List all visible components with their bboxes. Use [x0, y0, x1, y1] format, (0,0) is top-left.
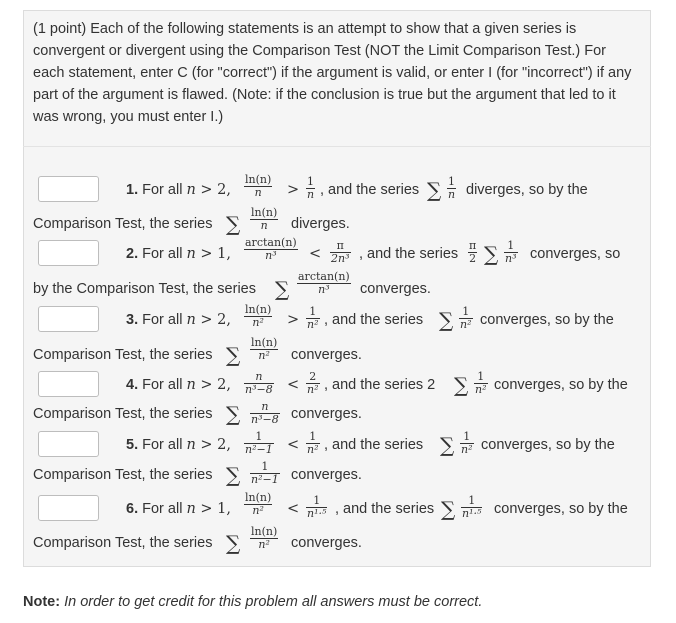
- sigma-icon: ∑: [275, 277, 290, 301]
- item-4-text: , and the series 2: [324, 377, 436, 393]
- item-6-text: , and the series: [335, 501, 435, 517]
- item-4-fraction-rhs: $\frac{2}{\text{n²}}$: [307, 370, 319, 396]
- sigma-icon: ∑: [440, 433, 455, 457]
- sigma-icon: ∑: [226, 531, 241, 555]
- item-1-end: diverges.: [291, 216, 350, 232]
- item-1-fraction-rhs: $\frac{1}{n}$: [307, 175, 315, 201]
- item-4-line2: Comparison Test, the series: [33, 406, 213, 422]
- item-6-relation: <: [287, 501, 300, 517]
- answer-input-4[interactable]: [38, 371, 99, 397]
- item-2-series-fraction-2: $\frac{\arctan(n)}{\text{n³}}$: [298, 270, 350, 296]
- item-3-fraction-rhs: $\frac{1}{\text{n²}}$: [307, 305, 319, 331]
- item-4-fraction-lhs: $\frac{n}{\text{n³−8}}$: [245, 370, 273, 396]
- item-6-end: converges.: [291, 535, 362, 551]
- sigma-icon: ∑: [427, 178, 442, 202]
- item-2-series-fraction: $\frac{1}{\text{n³}}$: [505, 239, 517, 265]
- item-5-fraction-rhs: $\frac{1}{\text{n²}}$: [307, 430, 319, 456]
- item-1-fraction-lhs: $\frac{\ln(n)}{n}$: [245, 173, 272, 199]
- sigma-icon: ∑: [226, 463, 241, 487]
- item-2-fraction-lhs: $\frac{\arctan(n)}{\text{n³}}$: [245, 236, 297, 262]
- item-2-fraction-rhs: $\frac{\pi}{\text{2n³}}$: [331, 239, 350, 265]
- item-4-condition: 4. For all n > 2,: [126, 377, 231, 393]
- item-1-text: , and the series: [320, 182, 420, 198]
- answer-input-3[interactable]: [38, 306, 99, 332]
- item-4-series-fraction-2: $\frac{n}{\text{n³−8}}$: [251, 400, 279, 426]
- item-3-fraction-lhs: $\frac{\ln(n)}{\text{n²}}$: [245, 303, 272, 329]
- item-3-end: converges.: [291, 347, 362, 363]
- item-5-tail: converges, so by the: [481, 437, 615, 453]
- sigma-icon: ∑: [439, 308, 454, 332]
- item-3-tail: converges, so by the: [480, 312, 614, 328]
- sigma-icon: ∑: [226, 212, 241, 236]
- item-5-end: converges.: [291, 467, 362, 483]
- item-4-tail: converges, so by the: [494, 377, 628, 393]
- item-1-relation: >: [287, 182, 300, 198]
- answer-input-2[interactable]: [38, 240, 99, 266]
- item-5-series-fraction: $\frac{1}{\text{n²}}$: [461, 430, 473, 456]
- item-2-relation: <: [309, 246, 322, 262]
- item-5-text: , and the series: [324, 437, 424, 453]
- item-6-fraction-lhs: $\frac{\ln(n)}{\text{n²}}$: [245, 491, 272, 517]
- item-5-fraction-lhs: $\frac{1}{\text{n²−1}}$: [245, 430, 273, 456]
- answer-input-1[interactable]: [38, 176, 99, 202]
- item-6-series-fraction-2: $\frac{\ln(n)}{\text{n²}}$: [251, 525, 278, 551]
- item-6-tail: converges, so by the: [494, 501, 628, 517]
- item-1-series-fraction-2: $\frac{\ln(n)}{n}$: [251, 206, 278, 232]
- item-2-end: converges.: [360, 281, 431, 297]
- problem-intro: (1 point) Each of the following statements is an attempt to show that a given series is convergent or divergent using the Comparison Test (NOT the Limit Comparison Test.) For each statement, enter C (for "correct") if the argument is valid, or enter I (for "incorrect") if any part of the argument is flawed. (Note: if the conclusion is true but the argument that led to it was wrong, you must enter I.): [33, 21, 632, 125]
- item-3-condition: 3. For all n > 2,: [126, 312, 231, 328]
- note-label: Note:: [23, 594, 61, 610]
- item-2-coef-fraction: $\frac{\pi}{2}$: [469, 239, 477, 265]
- item-6-condition: 6. For all n > 1,: [126, 501, 231, 517]
- item-6-series-fraction: $\frac{1}{\text{n¹·⁵}}$: [462, 494, 482, 520]
- item-6-line2: Comparison Test, the series: [33, 535, 213, 551]
- item-5-line2: Comparison Test, the series: [33, 467, 213, 483]
- item-4-series-fraction: $\frac{1}{\text{n²}}$: [475, 370, 487, 396]
- item-5-series-fraction-2: $\frac{1}{\text{n²−1}}$: [251, 460, 279, 486]
- item-3-relation: >: [287, 312, 300, 328]
- item-1-line2: Comparison Test, the series: [33, 216, 213, 232]
- item-5-relation: <: [287, 437, 300, 453]
- item-6-fraction-rhs: $\frac{1}{\text{n¹·⁵}}$: [307, 494, 327, 520]
- sigma-icon: ∑: [226, 402, 241, 426]
- divider: [23, 146, 651, 147]
- sigma-icon: ∑: [484, 242, 499, 266]
- answer-input-5[interactable]: [38, 431, 99, 457]
- item-2-text: , and the series: [359, 246, 459, 262]
- item-2-line2: by the Comparison Test, the series: [33, 281, 256, 297]
- sigma-icon: ∑: [226, 343, 241, 367]
- item-2-condition: 2. For all n > 1,: [126, 246, 231, 262]
- item-1-condition: 1. For all n > 2,: [126, 182, 231, 198]
- sigma-icon: ∑: [441, 497, 456, 521]
- item-1-series-fraction: $\frac{1}{n}$: [448, 175, 456, 201]
- item-3-line2: Comparison Test, the series: [33, 347, 213, 363]
- item-4-relation: <: [287, 377, 300, 393]
- item-5-condition: 5. For all n > 2,: [126, 437, 231, 453]
- note-text: In order to get credit for this problem all answers must be correct.: [64, 594, 483, 610]
- item-2-tail: converges, so: [530, 246, 621, 262]
- answer-input-6[interactable]: [38, 495, 99, 521]
- footer-note: [23, 594, 482, 610]
- sigma-icon: ∑: [454, 373, 469, 397]
- item-1-tail: diverges, so by the: [466, 182, 588, 198]
- item-3-text: , and the series: [324, 312, 424, 328]
- item-4-end: converges.: [291, 406, 362, 422]
- item-3-series-fraction-2: $\frac{\ln(n)}{\text{n²}}$: [251, 336, 278, 362]
- item-3-series-fraction: $\frac{1}{\text{n²}}$: [460, 305, 472, 331]
